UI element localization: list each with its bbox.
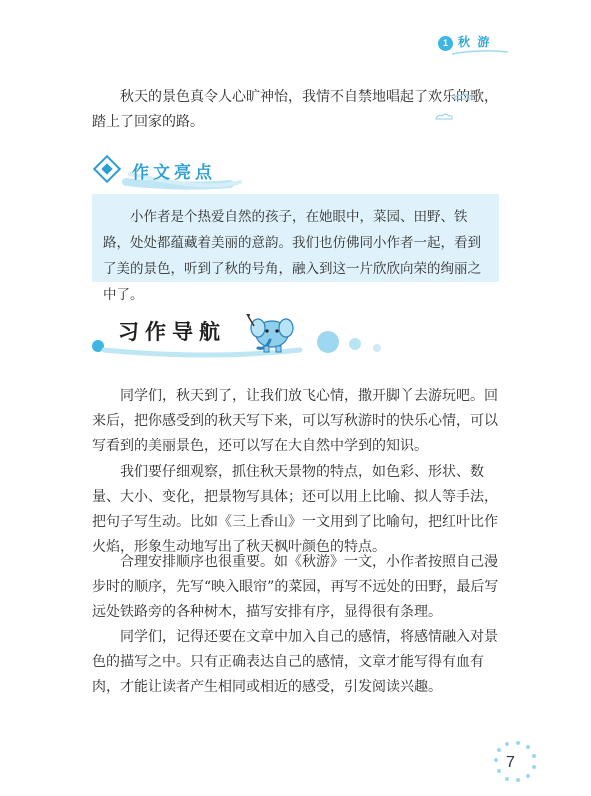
highlight-text: 小作者是个热爱自然的孩子，在她眼中，菜园、田野、铁路，处处都蕴藏着美丽的意韵。我们也仿佛同小作者一起，看到了美的景色，听到了秋的号角，融入到这一片欣欣向荣的绚丽之中了。 [103, 209, 481, 303]
guide-paragraph: 同学们，秋天到了，让我们放飞心情，撒开脚丫去游玩吧。回来后，把你感受到的秋天写下来，可以写秋游时的快乐心情，可以写看到的美丽景色，还可以写在大自然中学到的知识。 [92, 388, 498, 454]
highlight-title: 作文亮点 [132, 163, 216, 182]
guide-title: 习作导航 [118, 321, 226, 344]
guide-heading [90, 306, 390, 366]
cloud-decoration-icon [434, 112, 454, 122]
swoosh-decoration-icon [450, 47, 510, 57]
highlight-heading [90, 152, 330, 190]
intro-paragraph: 秋天的景色真令人心旷神怡，我情不自禁地唱起了欢乐的歌，踏上了回家的路。 [92, 89, 498, 130]
page-number: 7 [506, 754, 515, 771]
elephant-mascot-icon [240, 312, 300, 356]
chapter-header [438, 33, 508, 55]
chapter-title: 秋 游 [458, 35, 492, 49]
guide-paragraph: 合理安排顺序也很重要。如《秋游》一文，小作者按照自己漫步时的顺序，先写“映入眼帘”的菜园，再写不远处的田野，最后写远处铁路旁的各种树木，描写安排有序，显得很有条理。 [92, 554, 499, 620]
page-number-decoration-icon [490, 740, 540, 784]
guide-paragraph: 我们要仔细观察，抓住秋天景物的特点，如色彩、形状、数量、大小、变化，把景物写具体；还可以用上比喻、拟人等手法，把句子写生动。比如《三上香山》一文用到了比喻句，把红叶比作火焰，形象生动地写出了秋天枫叶颜色的特点。 [92, 464, 498, 555]
cloud-decoration-icon [452, 92, 474, 102]
guide-paragraph: 同学们，记得还要在文章中加入自己的感情，将感情融入对景色的描写之中。只有正确表达自己的感情，文章才能写得有血有肉，才能让读者产生相同或相近的感受，引发阅读兴趣。 [92, 629, 498, 695]
highlight-box [92, 194, 499, 303]
chapter-number-badge: 1 [438, 36, 453, 51]
